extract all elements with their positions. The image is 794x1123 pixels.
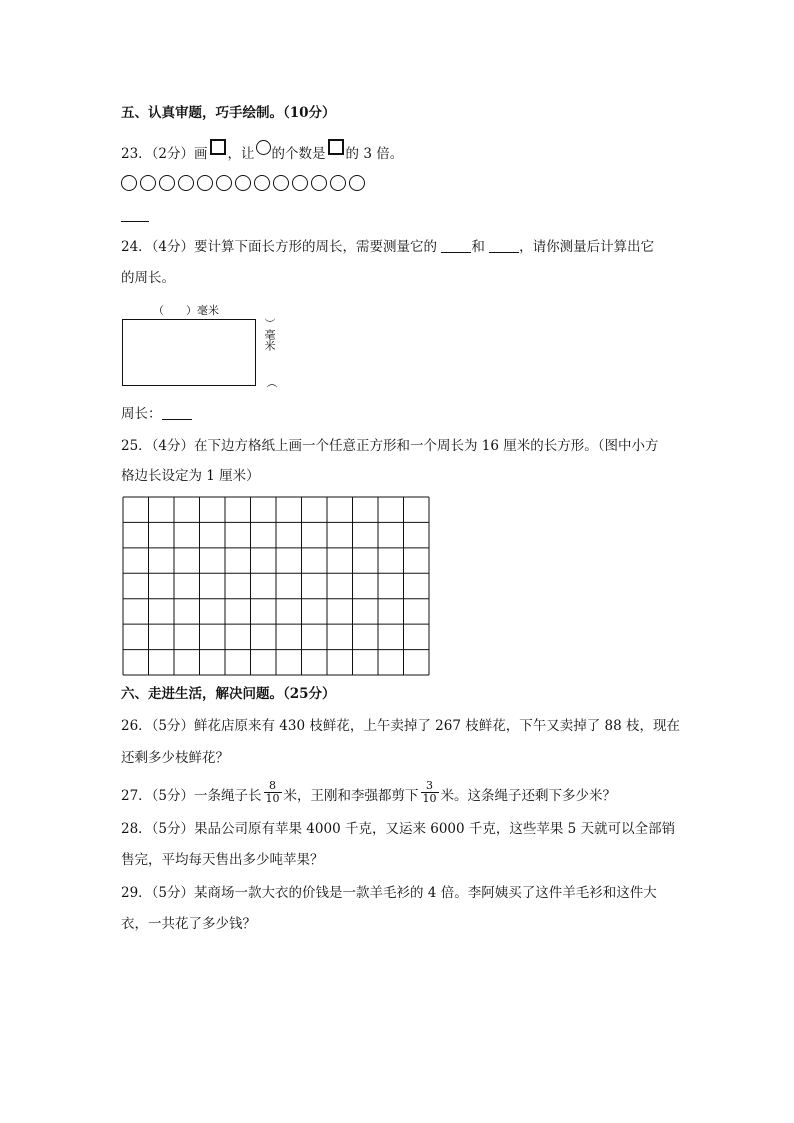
rectangle-top-label: （ ）毫米 — [153, 304, 219, 317]
grid-paper[interactable] — [122, 496, 430, 676]
question-24-line-1 — [121, 238, 654, 256]
question-25-line-1: 25．（4分）在下边方格纸上画一个任意正方形和一个周长为 16 厘米的长方形。（图中小方 — [121, 438, 659, 454]
question-27 — [121, 779, 617, 809]
perimeter-blank[interactable] — [162, 406, 192, 420]
circle-icon — [273, 175, 289, 191]
section-5-heading: 五、认真审题，巧手绘制。（10分） — [121, 105, 336, 121]
circle-icon — [235, 175, 251, 191]
rectangle-side-bracket: （ — [265, 377, 278, 388]
circle-icon — [159, 175, 175, 191]
circle-icon — [311, 175, 327, 191]
fraction-numerator: 8 — [269, 779, 277, 792]
circle-icon — [292, 175, 308, 191]
circle-icon — [254, 175, 270, 191]
question-29-line-1: 29．（5分）某商场一款大衣的价钱是一款羊毛衫的 4 倍。李阿姨买了这件羊毛衫和这件大 — [121, 885, 657, 901]
question-26-line-1: 26．（5分）鲜花店原来有 430 枝鲜花，上午卖掉了 267 枝鲜花，下午又卖掉了 88 枝，现在 — [121, 718, 680, 734]
perimeter-label: 周长： — [121, 406, 162, 422]
square-icon — [328, 139, 344, 155]
q27-mid: 米，王刚和李强都剪下 — [283, 788, 419, 804]
circle-icon — [178, 175, 194, 191]
circle-row — [121, 175, 365, 191]
fraction-8-10 — [264, 780, 282, 805]
fraction-denominator: 10 — [422, 792, 437, 805]
q27-suffix: 米。这条绳子还剩下多少米？ — [440, 788, 617, 804]
question-23 — [121, 145, 403, 163]
perimeter-line — [121, 405, 192, 423]
circle-icon — [121, 175, 137, 191]
fraction-numerator: 3 — [426, 779, 434, 792]
question-24-line-2: 的周长。 — [121, 270, 175, 286]
circle-icon — [349, 175, 365, 191]
q23-answer-blank[interactable] — [121, 221, 149, 222]
q23-prefix: 23．（2分）画 — [121, 146, 208, 162]
question-28-line-1: 28．（5分）果品公司原有苹果 4000 千克，又运来 6000 千克，这些苹果 5 天就可以全部销 — [121, 821, 676, 837]
rectangle-side-label: ）毫米 — [263, 318, 276, 351]
q23-mid1: ，让 — [227, 146, 255, 162]
circle-icon — [330, 175, 346, 191]
circle-icon — [256, 140, 271, 155]
question-28-line-2: 售完，平均每天售出多少吨苹果？ — [121, 852, 324, 868]
q24-text-c: ，请你测量后计算出它 — [519, 239, 655, 255]
question-29-line-2: 衣，一共花了多少钱？ — [121, 916, 256, 932]
question-25-line-2: 格边长设定为 1 厘米） — [121, 468, 260, 484]
question-26-line-2: 还剩多少枝鲜花？ — [121, 750, 229, 766]
section-6-heading: 六、走进生活，解决问题。（25分） — [121, 686, 336, 702]
q24-text-b: 和 — [471, 239, 490, 255]
q24-blank-length[interactable] — [441, 239, 471, 253]
q23-suffix: 的 3 倍。 — [345, 146, 404, 162]
square-icon — [210, 139, 226, 155]
q27-prefix: 27．（5分）一条绳子长 — [121, 788, 262, 804]
fraction-denominator: 10 — [265, 792, 280, 805]
rectangle-figure — [122, 319, 256, 386]
circle-icon — [216, 175, 232, 191]
q23-mid2: 的个数是 — [271, 146, 326, 162]
circle-icon — [140, 175, 156, 191]
circle-icon — [197, 175, 213, 191]
q24-blank-width[interactable] — [489, 239, 519, 253]
fraction-3-10 — [421, 780, 439, 805]
q24-text-a: 24．（4分）要计算下面长方形的周长，需要测量它的 — [121, 239, 442, 255]
